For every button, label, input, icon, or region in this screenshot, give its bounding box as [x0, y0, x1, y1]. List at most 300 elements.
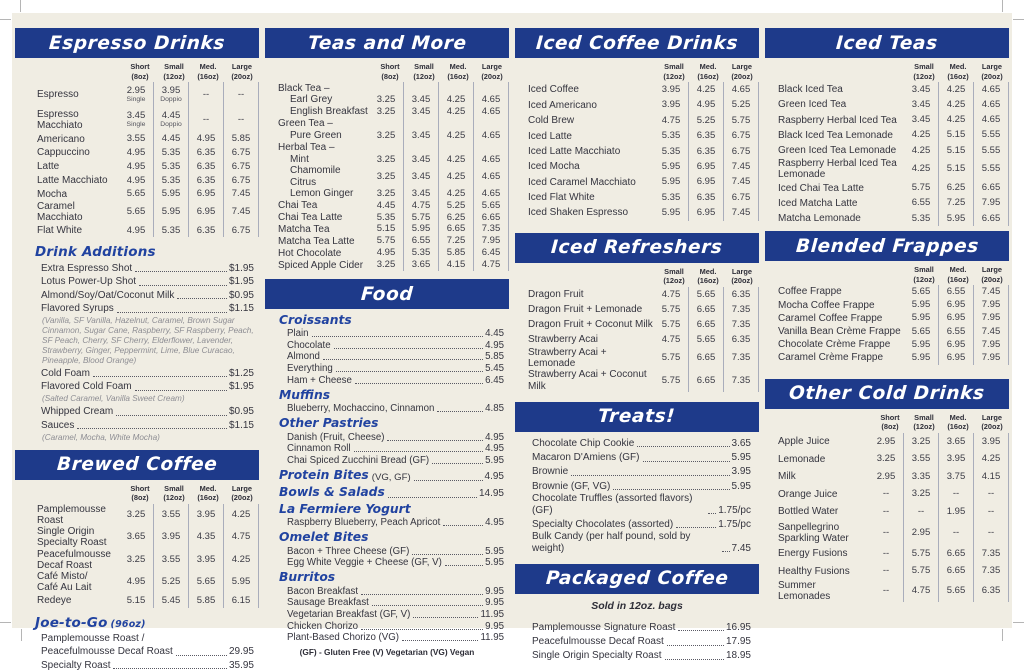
price-value: 5.95: [911, 312, 931, 324]
price-cell: [904, 562, 939, 580]
price-value: 3.45: [911, 83, 931, 95]
price-value: 6.75: [231, 146, 251, 158]
price-cell: [869, 433, 904, 451]
size-name: Small: [164, 62, 184, 71]
item-list: [15, 262, 259, 444]
item-label-line: Espresso Macchiato: [37, 108, 83, 131]
price-value: 6.75: [731, 130, 751, 142]
price-cell: [724, 159, 759, 174]
table-row: [515, 82, 759, 97]
price-cell: [369, 188, 404, 200]
menu-item: [279, 375, 504, 387]
price-value: 3.95: [196, 509, 216, 521]
size-name: Large: [981, 412, 1003, 422]
price-value: 6.35: [196, 174, 216, 186]
table-row: [765, 562, 1009, 580]
item-price: 29.95: [228, 646, 254, 658]
section-title: Iced Refreshers: [550, 237, 724, 259]
item-price: 6.45: [485, 374, 504, 386]
crop-mark: [0, 19, 11, 20]
price-table: [15, 504, 259, 609]
price-cell: [474, 106, 509, 118]
item-label-line: Bottled Water: [778, 506, 839, 518]
price-cell: [939, 562, 974, 580]
table-row: [515, 302, 759, 317]
item-label-line: Black Iced Tea: [778, 84, 843, 96]
price-cell: [904, 97, 939, 112]
item-label: [765, 468, 869, 486]
size-header-spacer: [765, 413, 873, 432]
crop-mark: [1013, 19, 1024, 20]
dot-leader: [412, 554, 483, 555]
menu-item: [279, 340, 504, 352]
item-label-line: Peacefulmousse: [37, 548, 111, 560]
item-price: 9.95: [485, 620, 504, 632]
price-cell: [224, 174, 259, 188]
dot-leader: [388, 497, 477, 498]
menu-item: [279, 363, 504, 375]
price-value: 7.35: [731, 374, 751, 386]
item-list: [515, 432, 759, 555]
food-group-heading: Other Pastries: [279, 416, 379, 431]
size-header-spacer: [15, 484, 123, 503]
price-cell: [439, 118, 474, 130]
dot-leader: [667, 645, 724, 646]
table-row: [765, 128, 1009, 143]
price-cell: [439, 130, 474, 142]
price-value: 7.45: [231, 206, 251, 218]
section-banner: [515, 28, 759, 58]
size-name: Large: [481, 62, 503, 71]
item-price: 5.95: [731, 452, 751, 464]
price-cell: [654, 144, 689, 159]
table-row: [765, 486, 1009, 504]
price-value: 6.95: [946, 351, 966, 363]
item-label: [765, 338, 904, 351]
price-cell: [974, 338, 1009, 351]
table-row: [15, 132, 259, 146]
price-value: 3.45: [411, 153, 431, 165]
menu-item-line: [279, 340, 504, 352]
item-label-line: Caramel Macchiato: [37, 201, 83, 224]
item-label-line: Iced Latte: [528, 130, 572, 142]
menu-item-line: [41, 262, 254, 275]
table-row: [265, 188, 509, 200]
price-cell: [974, 299, 1009, 312]
price-cell: [369, 130, 404, 142]
section-heading-text: Joe-to-Go: [35, 615, 108, 632]
size-header: [725, 267, 759, 286]
price-value: --: [987, 488, 995, 500]
menu-item: [41, 418, 254, 443]
item-label: Plant-Based Chorizo (VG): [287, 632, 399, 644]
price-value: 5.65: [946, 585, 966, 597]
item-label: Chocolate Truffles (assorted flavors) (GF): [532, 492, 693, 516]
price-value: 6.35: [196, 146, 216, 158]
price-value: 3.55: [161, 553, 181, 565]
menu-item: [41, 288, 254, 301]
size-header-spacer: [265, 62, 373, 81]
size-oz: (16oz): [947, 274, 969, 284]
menu-column-4: [765, 28, 1009, 628]
price-value: 4.35: [196, 531, 216, 543]
price-value: 4.65: [981, 83, 1001, 95]
item-label-line: Vanilla Bean Crème Frappe: [778, 325, 901, 337]
food-group: [279, 483, 504, 500]
menu-item-line: [279, 557, 504, 569]
price-cell: [404, 224, 439, 236]
table-row: [765, 503, 1009, 521]
price-value: 4.75: [661, 333, 681, 345]
item-label: Cinnamon Roll: [287, 443, 351, 455]
price-value: 6.65: [696, 352, 716, 364]
item-label: [265, 247, 369, 259]
size-header: [941, 62, 975, 81]
menu-item-line: [279, 597, 504, 609]
menu-item: [532, 464, 751, 478]
item-label: Almond/Soy/Oat/Coconut Milk: [41, 289, 175, 301]
food-group-heading: Bowls & Salads: [279, 484, 385, 499]
section-other-cold-drinks: [765, 379, 1009, 603]
item-label: Bacon Breakfast: [287, 585, 359, 597]
price-cell: [404, 235, 439, 247]
item-label-line: Iced Flat White: [528, 192, 595, 204]
dot-leader: [432, 463, 483, 464]
item-price: $1.95: [228, 276, 254, 288]
price-value: 3.95: [981, 435, 1001, 447]
size-header-row: [265, 62, 509, 81]
item-label-line: English Breakfast: [290, 106, 368, 118]
item-label: [765, 325, 904, 338]
item-label: [265, 106, 369, 118]
table-row: [515, 205, 759, 220]
menu-item: [279, 546, 504, 558]
price-cell: [189, 526, 224, 548]
size-header-row: [765, 62, 1009, 81]
item-label-line: Dragon Fruit + Coconut Milk: [528, 318, 653, 330]
price-value: 5.95: [661, 207, 681, 219]
table-row: [765, 196, 1009, 211]
price-value: 5.65: [911, 285, 931, 297]
size-header: [691, 267, 725, 286]
price-value: 3.25: [376, 129, 396, 141]
price-table: [15, 82, 259, 237]
price-cell: [974, 158, 1009, 180]
price-cell: [119, 504, 154, 526]
section-packaged-coffee: [515, 564, 759, 663]
item-label: [765, 299, 904, 312]
price-value: 7.25: [946, 197, 966, 209]
price-value: 4.45: [376, 199, 396, 211]
price-cell: [904, 82, 939, 97]
table-row: [515, 175, 759, 190]
item-label-line: Iced Americano: [528, 99, 597, 111]
price-cell: [439, 212, 474, 224]
price-cell: [654, 287, 689, 302]
item-price: 11.95: [480, 632, 504, 644]
menu-item: [41, 302, 254, 367]
price-value: 7.35: [981, 565, 1001, 577]
food-item-list: [279, 546, 504, 569]
price-cell: [974, 128, 1009, 143]
menu-item: [41, 366, 254, 379]
menu-item: [279, 586, 504, 598]
price-cell: [224, 201, 259, 223]
item-label-line: Green Iced Tea: [778, 99, 847, 111]
item-label: Egg White Veggie + Cheese (GF, V): [287, 557, 442, 569]
price-cell: [154, 571, 189, 593]
price-cell: [904, 211, 939, 226]
section-title: Teas and More: [306, 32, 468, 54]
price-cell: [404, 118, 439, 130]
price-value: 5.25: [696, 114, 716, 126]
price-value: 4.25: [946, 99, 966, 111]
price-value: 6.35: [696, 191, 716, 203]
price-value: 7.45: [731, 176, 751, 188]
price-cell: [904, 181, 939, 196]
price-value: 5.25: [731, 99, 751, 111]
menu-item-line: [279, 432, 504, 444]
table-row: [515, 159, 759, 174]
price-cell: [689, 128, 724, 143]
item-label-line: Chai Tea: [278, 200, 318, 212]
size-header: [907, 413, 941, 432]
item-label: [265, 154, 369, 166]
price-cell: [154, 174, 189, 188]
price-value: 3.25: [376, 187, 396, 199]
size-header: [941, 413, 975, 432]
price-value: 3.45: [126, 110, 146, 122]
price-value: 3.65: [946, 435, 966, 447]
table-row: [265, 212, 509, 224]
item-label-line: Apple Juice: [778, 435, 830, 447]
item-price: 16.95: [725, 621, 751, 633]
price-value: 4.75: [661, 288, 681, 300]
item-label: Ham + Cheese: [287, 374, 352, 386]
size-oz: (20oz): [231, 493, 253, 503]
size-header: [873, 413, 907, 432]
price-cell: [974, 503, 1009, 521]
price-cell: [724, 369, 759, 391]
table-row: [15, 224, 259, 238]
dot-leader: [176, 655, 227, 656]
dot-leader: [413, 617, 478, 618]
price-cell: [904, 433, 939, 451]
item-price: 14.95: [478, 488, 504, 500]
item-label-line: Spiced Apple Cider: [278, 259, 364, 271]
price-value: 4.65: [481, 153, 501, 165]
price-value: 3.45: [411, 129, 431, 141]
menu-item: [41, 405, 254, 418]
size-name: Med.: [949, 412, 967, 422]
item-label-line: Caramel Coffee Frappe: [778, 312, 883, 324]
price-value: 4.25: [981, 453, 1001, 465]
item-label-line: Cappuccino: [37, 147, 90, 159]
price-cell: [904, 450, 939, 468]
food-group: [279, 466, 504, 483]
price-value: 5.95: [911, 299, 931, 311]
item-label-line: Hot Chocolate: [278, 247, 342, 259]
price-value: 4.25: [946, 83, 966, 95]
item-label: [515, 369, 654, 391]
price-value: 2.95: [911, 526, 931, 538]
size-name: Med.: [949, 62, 967, 71]
item-price: 1.75/pc: [718, 518, 751, 530]
price-value: 2.95: [126, 85, 146, 97]
size-oz: (20oz): [731, 276, 753, 286]
item-label: [515, 98, 654, 113]
price-value: 4.45: [161, 133, 181, 145]
item-label: [265, 224, 369, 236]
price-cell: [939, 468, 974, 486]
item-label: [15, 571, 119, 593]
item-label: Raspberry Blueberry, Peach Apricot: [287, 517, 441, 529]
item-label: Specialty Chocolates (assorted): [532, 518, 674, 530]
food-group: [279, 416, 504, 466]
price-cell: [369, 94, 404, 106]
size-oz: (20oz): [981, 422, 1003, 432]
price-cell: [189, 187, 224, 201]
price-cell: [939, 113, 974, 128]
table-row: [265, 154, 509, 166]
price-value: 3.95: [946, 453, 966, 465]
item-label: [765, 580, 869, 602]
price-value: 3.45: [911, 114, 931, 126]
price-cell: [154, 549, 189, 571]
item-label: Almond: [287, 351, 320, 363]
price-cell: [119, 571, 154, 593]
price-cell: [974, 312, 1009, 325]
size-oz: (16oz): [197, 493, 219, 503]
price-value: 4.25: [696, 83, 716, 95]
price-cell: [974, 562, 1009, 580]
price-value: 4.95: [126, 174, 146, 186]
item-label-line: Sanpellegrino: [778, 521, 840, 533]
item-label-line: Iced Caramel Macchiato: [528, 176, 636, 188]
item-list: [15, 633, 259, 672]
size-name: Large: [731, 266, 753, 276]
price-cell: [369, 212, 404, 224]
size-name: Small: [914, 265, 934, 275]
item-label-line: Strawberry Acai + Coconut Milk: [528, 369, 647, 392]
price-value: 4.25: [911, 144, 931, 156]
dot-leader: [312, 336, 484, 337]
menu-item: [532, 478, 751, 492]
menu-item: [279, 455, 504, 467]
table-row: [265, 106, 509, 118]
price-value: 6.65: [946, 547, 966, 559]
section-banner: [15, 450, 259, 480]
size-header: [657, 267, 691, 286]
price-cell: [189, 82, 224, 107]
item-label: Plain: [287, 327, 309, 339]
table-row: [15, 201, 259, 223]
item-label: [765, 450, 869, 468]
price-cell: [939, 158, 974, 180]
menu-item: [532, 517, 751, 531]
section-banner: [765, 231, 1009, 261]
table-row: [265, 224, 509, 236]
price-value: 5.75: [411, 211, 431, 223]
item-label: [15, 174, 119, 188]
price-cell: [974, 351, 1009, 364]
dot-leader: [643, 461, 730, 462]
item-label: Lotus Power-Up Shot: [41, 276, 137, 288]
price-value: 7.35: [731, 303, 751, 315]
price-value: 4.65: [481, 129, 501, 141]
price-value: 6.65: [696, 318, 716, 330]
price-value: 3.25: [376, 105, 396, 117]
menu-item: [279, 328, 504, 340]
item-label-line: Iced Latte Macchiato: [528, 145, 621, 157]
item-label: Vegetarian Breakfast (GF, V): [287, 608, 411, 620]
size-name: Med.: [199, 483, 217, 493]
price-value: 5.15: [376, 223, 396, 235]
price-cell: [689, 190, 724, 205]
size-oz: (16oz): [447, 71, 469, 81]
menu-column-3: [515, 28, 759, 662]
table-row: [265, 259, 509, 271]
size-name: Small: [914, 62, 934, 71]
price-cell: [939, 351, 974, 364]
item-label-line: Healthy Fusions: [778, 565, 850, 577]
price-value: 4.25: [911, 129, 931, 141]
price-value: 4.25: [231, 509, 251, 521]
section-title: Other Cold Drinks: [788, 383, 986, 404]
price-value: 3.55: [911, 453, 931, 465]
price-value: 5.75: [376, 235, 396, 247]
price-cell: [189, 593, 224, 608]
table-row: [15, 187, 259, 201]
item-label-line: Redeye: [37, 595, 72, 607]
size-name: Large: [731, 62, 753, 71]
dot-leader: [637, 446, 729, 447]
price-cell: [869, 580, 904, 602]
price-cell: [904, 128, 939, 143]
price-value: --: [882, 505, 890, 517]
price-cell: [904, 486, 939, 504]
table-row: [515, 113, 759, 128]
price-value: 3.25: [376, 153, 396, 165]
price-value: 6.95: [696, 176, 716, 188]
size-oz: (16oz): [947, 422, 969, 432]
menu-item: [279, 351, 504, 363]
price-cell: [474, 154, 509, 166]
item-price: 5.95: [731, 480, 751, 492]
price-value: 6.65: [981, 182, 1001, 194]
price-value: 6.25: [946, 182, 966, 194]
dot-leader: [135, 271, 227, 272]
price-value: 4.75: [231, 531, 251, 543]
dot-leader: [77, 428, 227, 429]
item-price: 35.95: [228, 659, 254, 671]
price-value: 5.15: [946, 163, 966, 175]
size-header-spacer: [15, 62, 123, 81]
section-banner: [265, 279, 509, 309]
price-value: 6.35: [981, 585, 1001, 597]
size-oz: (8oz): [131, 71, 149, 81]
section-teas-and-more: [265, 28, 509, 271]
dot-leader: [437, 411, 483, 412]
item-price: 5.95: [485, 454, 504, 466]
price-cell: [724, 144, 759, 159]
item-label: Brownie (GF, VG): [532, 480, 611, 492]
dot-leader: [676, 527, 716, 528]
price-value: 3.95: [661, 83, 681, 95]
item-label-line: Café Misto/: [37, 571, 88, 582]
item-label: [265, 94, 369, 106]
item-price: 5.95: [485, 557, 504, 569]
